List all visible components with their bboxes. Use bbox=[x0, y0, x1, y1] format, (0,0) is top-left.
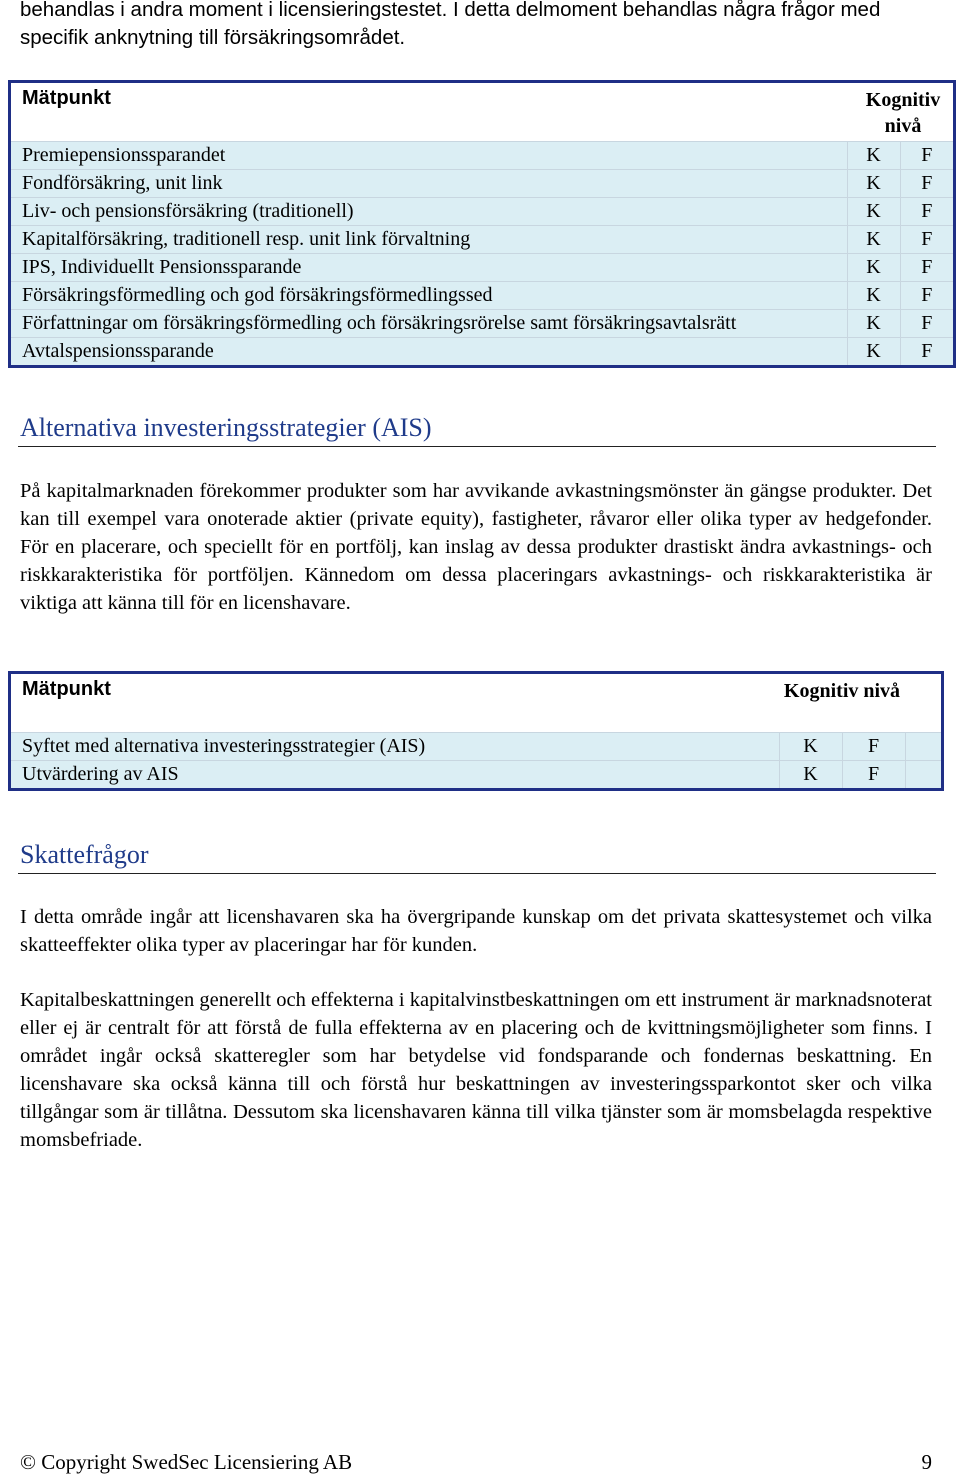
row-name: Försäkringsförmedling och god försäkringsförmedlingssed bbox=[10, 282, 848, 310]
row-name: Syftet med alternativa investeringsstrategier (AIS) bbox=[10, 733, 780, 761]
ais-paragraph: På kapitalmarknaden förekommer produkter som har avvikande avkastningsmönster än gängse produkter. Det kan till exempel vara onoterade aktier (private equity), fastigheter, råvaror eller olika typer av hedgefonder. För en placerare, och speciellt för en portfölj, kan inslag av dessa produkter drastiskt ändra avkastnings- och riskkarakteristika för portföljen. Kännedom om dessa placeringars avkastnings- och riskkarakteristika är viktiga att känna till för en licenshavare. bbox=[20, 480, 932, 614]
row-level-f: F bbox=[842, 733, 905, 761]
row-level-k: K bbox=[847, 170, 900, 198]
row-name: Fondförsäkring, unit link bbox=[10, 170, 848, 198]
tax-paragraph-2: Kapitalbeskattningen generellt och effekterna i kapitalvinstbeskattningen om ett instrument är marknadsnoterat eller ej är centralt för att förstå de fulla effekterna av en placering och de kvittningsmöjligheter som finns. I området ingår också skatteregler som har betydelse vid fondsparande och fondernas beskattning. En licenshavare ska också känna till och förstå hur beskattningen av investeringssparkontot sker och vilka tillgångar som är tillåtna. Dessutom ska licenshavaren känna till vilka tjänster som är momsbelagda respektive momsbefriade. bbox=[20, 989, 932, 1151]
row-level-f: F bbox=[900, 226, 954, 254]
row-blank bbox=[905, 761, 943, 790]
tax-paragraph-1: I detta område ingår att licenshavaren ska ha övergripande kunskap om det privata skattesystemet och vilka skatteeffekter olika typer av placeringar har för kunden. bbox=[20, 906, 932, 956]
row-name: IPS, Individuellt Pensionssparande bbox=[10, 254, 848, 282]
row-level-f: F bbox=[900, 254, 954, 282]
row-name: Avtalspensionssparande bbox=[10, 338, 848, 367]
header-spacer bbox=[905, 673, 943, 733]
row-level-k: K bbox=[847, 338, 900, 367]
page-number: 9 bbox=[921, 1450, 932, 1474]
row-level-k: K bbox=[847, 226, 900, 254]
footer-copyright: © Copyright SwedSec Licensiering AB bbox=[20, 1450, 353, 1474]
table-header bbox=[10, 82, 955, 142]
row-level-k: K bbox=[847, 142, 900, 170]
row-level-k: K bbox=[779, 733, 842, 761]
section-heading-ais: Alternativa investeringsstrategier (AIS) bbox=[20, 413, 432, 442]
heading-rule bbox=[18, 873, 936, 874]
row-level-f: F bbox=[900, 338, 954, 367]
row-level-k: K bbox=[847, 254, 900, 282]
row-name: Liv- och pensionsförsäkring (traditionell) bbox=[10, 198, 848, 226]
header-matpunkt: Mätpunkt bbox=[10, 82, 848, 142]
row-name: Författningar om försäkringsförmedling och försäkringsrörelse samt försäkringsavtalsrätt bbox=[10, 310, 848, 338]
row-level-f: F bbox=[900, 142, 954, 170]
table-row bbox=[10, 226, 955, 254]
table-row bbox=[10, 733, 943, 761]
section-heading-tax: Skattefrågor bbox=[20, 840, 149, 869]
row-level-f: F bbox=[900, 170, 954, 198]
row-level-k: K bbox=[847, 198, 900, 226]
row-level-f: F bbox=[842, 761, 905, 790]
header-kognitiv-niva: Kognitiv nivå bbox=[847, 82, 955, 142]
table-row bbox=[10, 198, 955, 226]
matpunkt-table-insurance bbox=[8, 80, 956, 368]
row-blank bbox=[905, 733, 943, 761]
table-row bbox=[10, 310, 955, 338]
heading-rule bbox=[18, 446, 936, 447]
table-row bbox=[10, 282, 955, 310]
table-row bbox=[10, 170, 955, 198]
row-level-k: K bbox=[847, 310, 900, 338]
row-level-k: K bbox=[847, 282, 900, 310]
matpunkt-table-ais bbox=[8, 671, 944, 791]
table-header bbox=[10, 673, 943, 733]
row-level-f: F bbox=[900, 282, 954, 310]
row-level-k: K bbox=[779, 761, 842, 790]
table-row bbox=[10, 338, 955, 367]
row-name: Premiepensionssparandet bbox=[10, 142, 848, 170]
row-name: Utvärdering av AIS bbox=[10, 761, 780, 790]
row-name: Kapitalförsäkring, traditionell resp. unit link förvaltning bbox=[10, 226, 848, 254]
table-row bbox=[10, 761, 943, 790]
header-matpunkt: Mätpunkt bbox=[10, 673, 780, 733]
table-row bbox=[10, 254, 955, 282]
table-row bbox=[10, 142, 955, 170]
row-level-f: F bbox=[900, 310, 954, 338]
row-level-f: F bbox=[900, 198, 954, 226]
intro-text: behandlas i andra moment i licensieringstestet. I detta delmoment behandlas några frågor med specifik anknytning till försäkringsområdet. bbox=[20, 0, 881, 49]
header-kognitiv-niva: Kognitiv nivå bbox=[779, 673, 905, 733]
